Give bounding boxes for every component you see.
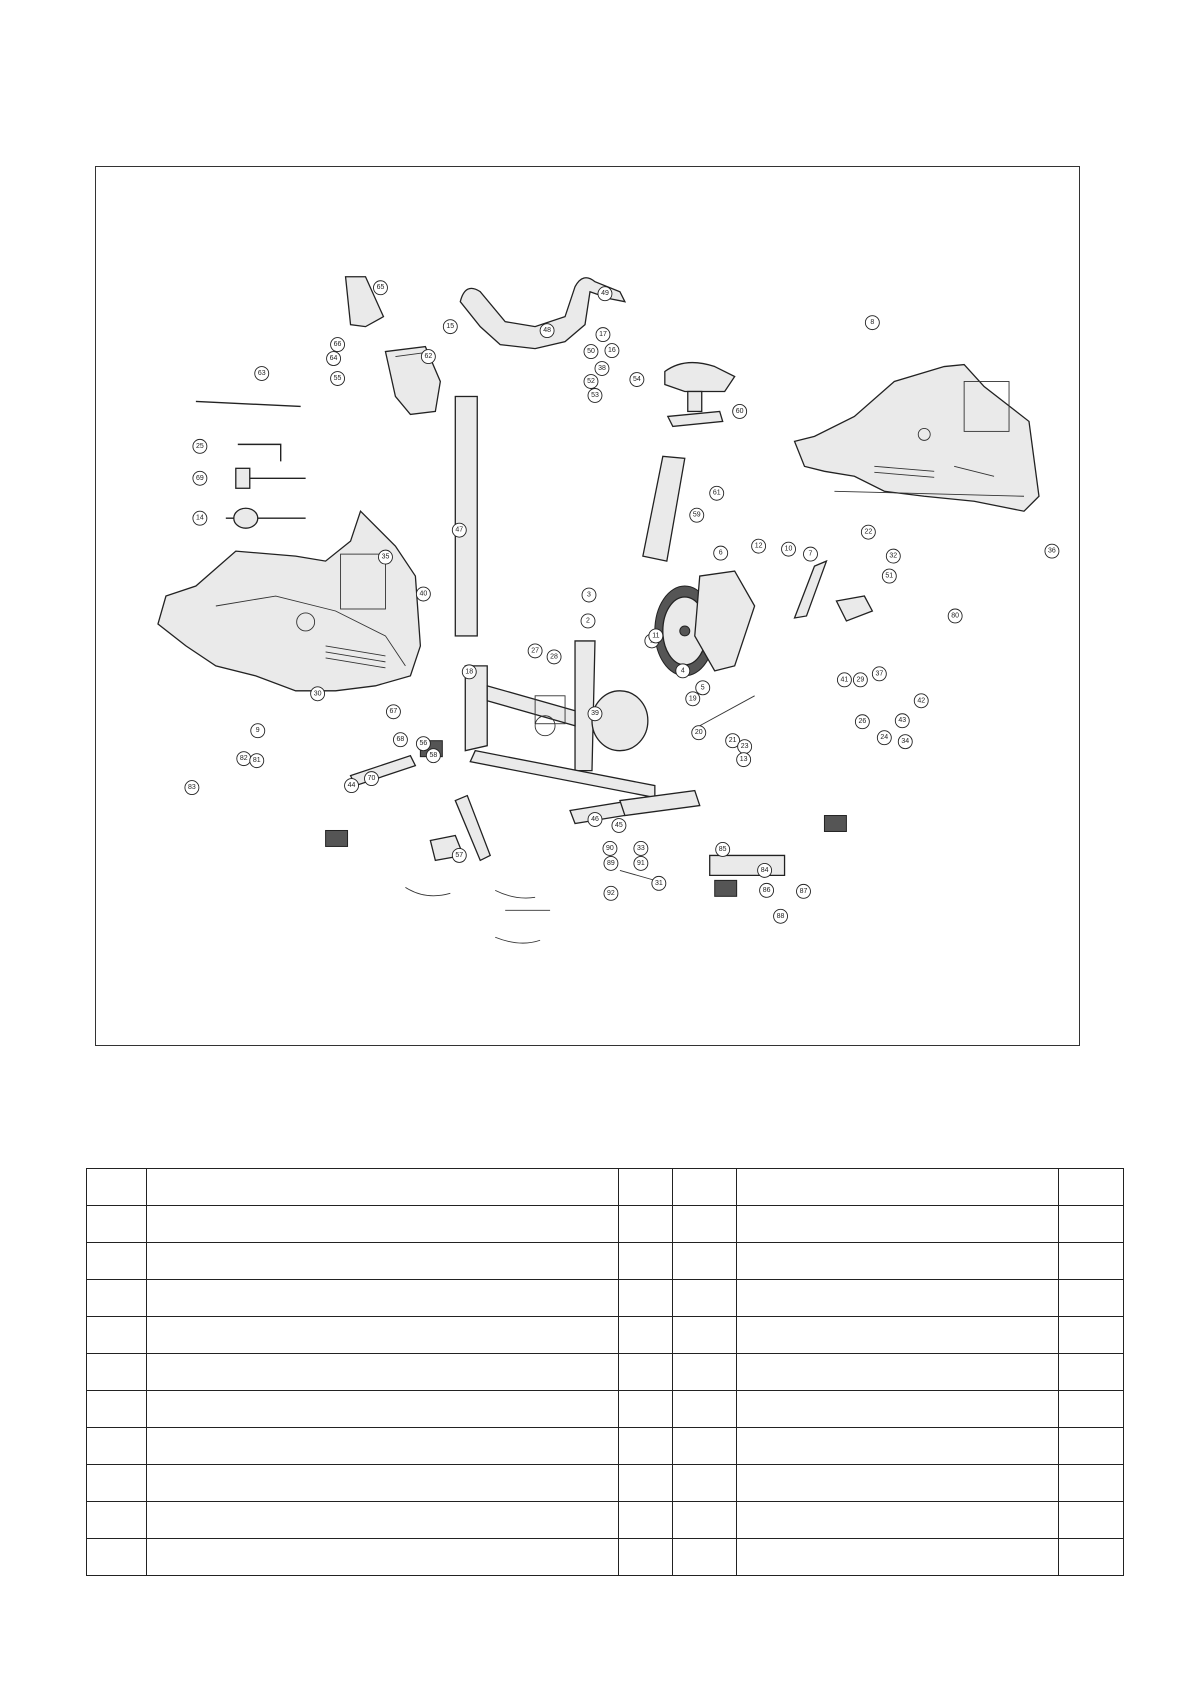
table-cell (147, 1280, 619, 1317)
callout-label: 63 (257, 370, 266, 378)
callout-label: 53 (591, 391, 599, 399)
front-stabilizer (351, 756, 416, 786)
callout-23 (738, 740, 752, 754)
callout-34 (898, 735, 912, 749)
callout-label: 40 (419, 590, 428, 598)
table-cell (619, 1465, 673, 1502)
callout-label: 23 (740, 743, 749, 751)
table-cell (1059, 1539, 1124, 1576)
callout-59 (690, 508, 704, 522)
callout-82 (237, 752, 251, 766)
table-row (87, 1206, 1124, 1243)
callout-label: 58 (429, 752, 438, 760)
callout-70 (365, 772, 379, 786)
callout-label: 68 (396, 736, 405, 744)
callout-65 (373, 281, 387, 295)
callout-37 (872, 667, 886, 681)
callout-60 (733, 404, 747, 418)
callout-label: 6 (718, 549, 723, 557)
table-row (87, 1428, 1124, 1465)
foot-rear (715, 880, 737, 896)
callout-64 (327, 352, 341, 366)
cable-86 (495, 890, 535, 898)
callout-label: 66 (333, 341, 342, 349)
table-cell (673, 1317, 737, 1354)
callout-28 (547, 650, 561, 664)
callout-label: 88 (776, 912, 785, 920)
exploded-view-drawing (96, 167, 1079, 1045)
table-cell (87, 1317, 147, 1354)
cable-83 (620, 870, 655, 880)
callout-label: 15 (446, 323, 455, 331)
callout-label: 25 (196, 442, 204, 450)
callout-53 (588, 388, 602, 402)
callout-label: 7 (808, 550, 813, 558)
table-cell (619, 1280, 673, 1317)
exploded-diagram (95, 166, 1080, 1046)
table-cell (737, 1502, 1059, 1539)
callout-49 (598, 287, 612, 301)
callout-label: 16 (608, 347, 616, 355)
callout-43 (895, 714, 909, 728)
callout-label: 12 (754, 542, 763, 550)
table-cell (737, 1317, 1059, 1354)
callout-label: 90 (606, 844, 614, 852)
multi-tool-head (234, 508, 258, 528)
callout-label: 92 (607, 889, 615, 897)
callout-label: 35 (381, 553, 390, 561)
callout-label: 24 (880, 734, 889, 742)
table-cell (737, 1280, 1059, 1317)
callout-label: 28 (550, 653, 558, 661)
callout-90 (603, 841, 617, 855)
callout-32 (886, 549, 900, 563)
table-row (87, 1280, 1124, 1317)
callout-62 (421, 350, 435, 364)
power-cord (196, 401, 301, 406)
callout-57 (452, 848, 466, 862)
callout-7 (804, 547, 818, 561)
cable-25 (495, 937, 540, 943)
callout-2 (581, 614, 595, 628)
table-cell (673, 1502, 737, 1539)
table-cell (87, 1206, 147, 1243)
callout-label: 60 (735, 407, 744, 415)
table-cell (673, 1428, 737, 1465)
table-row (87, 1465, 1124, 1502)
callout-46 (588, 813, 602, 827)
callout-label: 52 (587, 378, 595, 386)
callout-13 (737, 753, 751, 767)
table-cell (619, 1243, 673, 1280)
callout-label: 5 (700, 684, 705, 692)
callout-label: 80 (951, 612, 960, 620)
table-cell (147, 1169, 619, 1206)
callout-label: 82 (239, 755, 248, 763)
table-cell (619, 1428, 673, 1465)
table-cell (619, 1391, 673, 1428)
callout-88 (774, 909, 788, 923)
table-row (87, 1354, 1124, 1391)
callout-16 (605, 344, 619, 358)
callout-89 (604, 856, 618, 870)
callout-69 (193, 471, 207, 485)
table-cell (87, 1391, 147, 1428)
callout-label: 46 (591, 816, 599, 824)
table-row (87, 1539, 1124, 1576)
callout-label: 57 (455, 851, 464, 859)
callout-label: 49 (601, 290, 609, 298)
callout-68 (393, 733, 407, 747)
table-cell (147, 1465, 619, 1502)
table-cell (619, 1169, 673, 1206)
callout-80 (948, 609, 962, 623)
pulley (592, 691, 648, 751)
callout-11 (649, 629, 663, 643)
callout-label: 65 (376, 284, 385, 292)
table-cell (1059, 1243, 1124, 1280)
table-cell (1059, 1169, 1124, 1206)
table-cell (1059, 1206, 1124, 1243)
callout-29 (853, 673, 867, 687)
callout-35 (378, 550, 392, 564)
callout-label: 21 (728, 737, 737, 745)
callout-83 (185, 781, 199, 795)
callout-67 (386, 705, 400, 719)
table-cell (147, 1428, 619, 1465)
callout-label: 59 (692, 511, 701, 519)
table-cell (147, 1206, 619, 1243)
table-cell (737, 1465, 1059, 1502)
callout-86 (760, 883, 774, 897)
rear-stabilizer (710, 855, 785, 875)
callout-label: 43 (898, 717, 907, 725)
callout-47 (452, 523, 466, 537)
callout-15 (443, 320, 457, 334)
table-cell (87, 1502, 147, 1539)
callout-label: 84 (760, 866, 769, 874)
callout-45 (612, 819, 626, 833)
callout-87 (797, 884, 811, 898)
handlebar-post (455, 396, 477, 635)
rear-stabilizer-top (620, 791, 700, 816)
table-cell (87, 1280, 147, 1317)
callout-label: 54 (633, 376, 641, 384)
callout-label: 89 (607, 859, 615, 867)
table-cell (1059, 1465, 1124, 1502)
table-cell (737, 1206, 1059, 1243)
table-cell (619, 1502, 673, 1539)
table-cell (673, 1539, 737, 1576)
foot-left (326, 830, 348, 846)
table-cell (737, 1243, 1059, 1280)
callout-66 (331, 338, 345, 352)
callout-label: 64 (329, 355, 338, 363)
callout-label: 27 (531, 647, 540, 655)
table-cell (737, 1391, 1059, 1428)
callout-19 (686, 692, 700, 706)
table-cell (673, 1354, 737, 1391)
callout-14 (193, 511, 207, 525)
table-cell (147, 1391, 619, 1428)
console (346, 277, 441, 415)
callout-label: 14 (196, 514, 204, 522)
callout-label: 44 (347, 782, 356, 790)
callout-58 (426, 749, 440, 763)
table-cell (619, 1354, 673, 1391)
callout-label: 8 (870, 319, 875, 327)
callout-50 (584, 345, 598, 359)
callout-12 (752, 539, 766, 553)
seat-post (643, 456, 685, 561)
callout-label: 19 (688, 695, 697, 703)
callout-label: 30 (313, 690, 322, 698)
parts-list-table (86, 1168, 1124, 1576)
callout-label: 51 (885, 572, 894, 580)
callout-40 (416, 587, 430, 601)
allen-key (238, 444, 281, 461)
callout-label: 86 (762, 886, 771, 894)
callout-61 (710, 486, 724, 500)
callout-label: 20 (694, 729, 703, 737)
callout-label: 48 (543, 327, 551, 335)
callout-6 (714, 546, 728, 560)
right-pedal (836, 596, 872, 621)
table-cell (673, 1243, 737, 1280)
table-cell (619, 1317, 673, 1354)
callout-label: 91 (636, 859, 645, 867)
table-cell (737, 1428, 1059, 1465)
left-shroud (158, 511, 420, 691)
table-row (87, 1243, 1124, 1280)
callout-24 (877, 731, 891, 745)
callout-20 (692, 726, 706, 740)
right-shroud (795, 365, 1039, 512)
callout-label: 33 (636, 844, 645, 852)
table-cell (673, 1169, 737, 1206)
table-cell (87, 1428, 147, 1465)
cable-87 (405, 887, 450, 895)
callout-label: 47 (455, 526, 464, 534)
callout-label: 3 (587, 591, 591, 599)
callout-52 (584, 375, 598, 389)
table-cell (87, 1169, 147, 1206)
callout-label: 13 (739, 756, 748, 764)
callout-42 (914, 694, 928, 708)
table-cell (147, 1243, 619, 1280)
callout-label: 36 (1048, 547, 1056, 555)
callout-label: 83 (188, 784, 196, 792)
callout-5 (696, 681, 710, 695)
table-cell (87, 1354, 147, 1391)
callout-label: 39 (591, 710, 599, 718)
table-cell (147, 1354, 619, 1391)
callout-label: 31 (654, 879, 663, 887)
table-cell (673, 1465, 737, 1502)
table-cell (147, 1317, 619, 1354)
callout-38 (595, 362, 609, 376)
table-cell (673, 1280, 737, 1317)
callout-label: 11 (652, 632, 660, 640)
callout-33 (634, 841, 648, 855)
callout-92 (604, 886, 618, 900)
callout-label: 61 (712, 489, 721, 497)
callout-label: 85 (718, 845, 727, 853)
callout-25 (193, 439, 207, 453)
callout-22 (861, 525, 875, 539)
callout-36 (1045, 544, 1059, 558)
callout-label: 32 (889, 552, 898, 560)
table-cell (1059, 1317, 1124, 1354)
table-cell (737, 1539, 1059, 1576)
callout-48 (540, 324, 554, 338)
callout-label: 41 (840, 676, 849, 684)
callout-label: 29 (856, 676, 865, 684)
callout-44 (345, 779, 359, 793)
table-cell (737, 1354, 1059, 1391)
callout-39 (588, 707, 602, 721)
callout-label: 55 (333, 375, 342, 383)
table-cell (1059, 1354, 1124, 1391)
callout-label: 17 (599, 331, 607, 339)
callout-label: 70 (367, 775, 376, 783)
callout-41 (837, 673, 851, 687)
callout-label: 34 (901, 738, 910, 746)
callout-84 (758, 863, 772, 877)
callout-label: 22 (864, 528, 873, 536)
table-row (87, 1391, 1124, 1428)
callout-54 (630, 373, 644, 387)
callout-label: 9 (255, 727, 260, 735)
callout-label: 87 (799, 887, 808, 895)
table-cell (1059, 1428, 1124, 1465)
seat (665, 363, 735, 427)
callout-label: 81 (252, 757, 261, 765)
callout-55 (331, 372, 345, 386)
callout-30 (311, 687, 325, 701)
callout-81 (250, 754, 264, 768)
callout-label: 18 (465, 668, 474, 676)
foot-rear-right (824, 816, 846, 832)
callout-label: 2 (586, 617, 590, 625)
table-cell (619, 1539, 673, 1576)
callout-51 (882, 569, 896, 583)
callout-4 (676, 664, 690, 678)
callout-label: 26 (858, 718, 867, 726)
wrench-head (236, 468, 250, 488)
table-cell (87, 1243, 147, 1280)
table-cell (737, 1169, 1059, 1206)
table-cell (673, 1206, 737, 1243)
callout-10 (782, 542, 796, 556)
table-row (87, 1169, 1124, 1206)
callout-label: 37 (875, 670, 884, 678)
callout-label: 56 (419, 740, 428, 748)
callout-label: 4 (680, 667, 685, 675)
table-cell (1059, 1280, 1124, 1317)
table-cell (87, 1465, 147, 1502)
callout-label: 69 (196, 474, 204, 482)
callout-label: 67 (389, 708, 398, 716)
callout-label: 42 (917, 697, 926, 705)
callout-3 (582, 588, 596, 602)
table-row (87, 1502, 1124, 1539)
callout-label: 10 (784, 545, 793, 553)
table-cell (1059, 1502, 1124, 1539)
callout-31 (652, 876, 666, 890)
callout-label: 62 (424, 353, 433, 361)
table-cell (673, 1391, 737, 1428)
right-crank (795, 561, 827, 618)
callout-17 (596, 328, 610, 342)
callout-label: 50 (587, 348, 595, 356)
callout-56 (416, 737, 430, 751)
table-cell (619, 1206, 673, 1243)
callout-85 (716, 842, 730, 856)
leader-line (700, 696, 755, 726)
callout-label: 45 (615, 822, 623, 829)
callout-27 (528, 644, 542, 658)
callout-63 (255, 367, 269, 381)
table-row (87, 1317, 1124, 1354)
callout-9 (251, 724, 265, 738)
callout-26 (855, 715, 869, 729)
callout-label: 38 (598, 365, 606, 373)
callout-8 (865, 316, 879, 330)
table-cell (147, 1539, 619, 1576)
table-cell (147, 1502, 619, 1539)
callout-18 (462, 665, 476, 679)
table-cell (1059, 1391, 1124, 1428)
callout-91 (634, 856, 648, 870)
table-cell (87, 1539, 147, 1576)
